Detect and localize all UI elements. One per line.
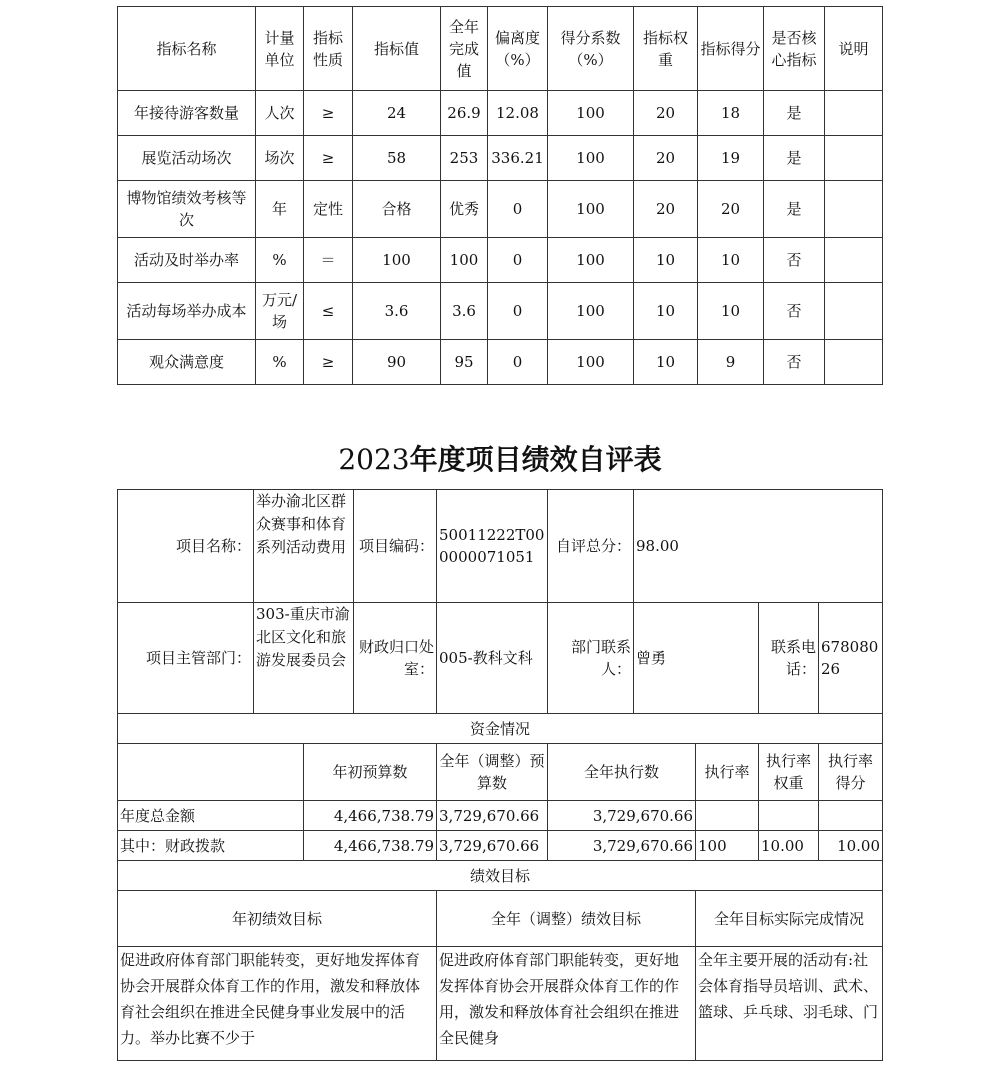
goals-header-row [118,891,883,947]
cell: 100 [548,340,634,385]
header-cell: 偏离度（%） [488,7,548,91]
funds-weight-cell [759,801,819,831]
cell: 100 [441,238,488,283]
header-cell: 指标权重 [634,7,698,91]
funds-section-row [118,714,883,744]
goals-section-label: 绩效目标 [118,861,883,891]
contact-value: 曾勇 [634,603,759,714]
table-row [118,340,883,385]
cell [825,283,883,340]
funds-adjusted-cell: 3,729,670.66 [437,801,548,831]
project-info-row [118,490,883,603]
cell: 12.08 [488,91,548,136]
cell: 3.6 [353,283,441,340]
finance-office-value: 005-教科文科 [437,603,548,714]
cell: 95 [441,340,488,385]
cell: 否 [764,340,825,385]
cell: 10 [634,238,698,283]
funds-header-cell: 全年（调整）预算数 [437,744,548,801]
indicator-table [117,6,883,385]
funds-header-cell: 执行率权重 [759,744,819,801]
table-row [118,181,883,238]
cell: 展览活动场次 [118,136,256,181]
department-row [118,603,883,714]
header-cell: 指标名称 [118,7,256,91]
funds-corner-cell [118,744,304,801]
funds-header-row [118,744,883,801]
department-value: 303-重庆市渝北区文化和旅游发展委员会 [254,603,354,714]
title-text: 年度项目绩效自评表 [409,443,662,476]
cell: 博物馆绩效考核等次 [118,181,256,238]
funds-weight-cell: 10.00 [759,831,819,861]
cell: ≤ [304,283,353,340]
goals-header-cell: 年初绩效目标 [118,891,437,947]
funds-score-cell: 10.00 [819,831,883,861]
header-cell: 指标性质 [304,7,353,91]
funds-header-cell: 全年执行数 [548,744,696,801]
goals-header-cell: 全年（调整）绩效目标 [437,891,696,947]
cell: 3.6 [441,283,488,340]
cell: 是 [764,91,825,136]
cell [825,238,883,283]
project-name-value: 举办渝北区群众赛事和体育系列活动费用 [254,490,354,603]
cell: 10 [634,340,698,385]
cell: 24 [353,91,441,136]
cell: 否 [764,238,825,283]
project-code-value: 50011222T000000071051 [437,490,548,603]
phone-value: 67808026 [819,603,883,714]
table-row [118,238,883,283]
header-cell: 说明 [825,7,883,91]
cell: 场次 [256,136,304,181]
funds-executed-cell: 3,729,670.66 [548,801,696,831]
cell: ≥ [304,340,353,385]
table-row [118,831,883,861]
table-row [118,801,883,831]
title-year: 2023 [338,443,410,476]
cell: ＝ [304,238,353,283]
adjusted-goal-text: 促进政府体育部门职能转变，更好地发挥体育协会开展群众体育工作的作用，激发和释放体育社会组织在推进全民健身 [437,947,696,1061]
funds-section-label: 资金情况 [118,714,883,744]
funds-header-cell: 执行率得分 [819,744,883,801]
indicator-header-row [118,7,883,91]
header-cell: 计量单位 [256,7,304,91]
cell [825,181,883,238]
cell [825,136,883,181]
page-title [0,438,1000,482]
cell: 26.9 [441,91,488,136]
cell: 20 [698,181,764,238]
cell: 253 [441,136,488,181]
cell: 100 [548,283,634,340]
funds-rate-cell [696,801,759,831]
cell: 10 [698,238,764,283]
contact-label: 部门联系人： [548,603,634,714]
cell: ≥ [304,91,353,136]
cell: 20 [634,181,698,238]
cell: 100 [353,238,441,283]
cell: 定性 [304,181,353,238]
actual-completion-text: 全年主要开展的活动有:社会体育指导员培训、武术、篮球、乒乓球、羽毛球、门 [696,947,883,1061]
cell: 58 [353,136,441,181]
table-row [118,136,883,181]
cell: 人次 [256,91,304,136]
funds-score-cell [819,801,883,831]
funds-row-label: 其中：财政拨款 [118,831,304,861]
project-name-label: 项目名称： [118,490,254,603]
cell: 合格 [353,181,441,238]
goals-content-row [118,947,883,1061]
cell: 100 [548,136,634,181]
cell: 万元/场 [256,283,304,340]
funds-adjusted-cell: 3,729,670.66 [437,831,548,861]
cell: 活动每场举办成本 [118,283,256,340]
cell: 100 [548,91,634,136]
cell: 0 [488,283,548,340]
funds-initial-cell: 4,466,738.79 [304,831,437,861]
cell: 是 [764,136,825,181]
header-cell: 指标得分 [698,7,764,91]
cell: 优秀 [441,181,488,238]
funds-initial-cell: 4,466,738.79 [304,801,437,831]
phone-label: 联系电话： [759,603,819,714]
cell: 336.21 [488,136,548,181]
cell: % [256,238,304,283]
self-score-value: 98.00 [634,490,883,603]
cell: 0 [488,340,548,385]
cell: 9 [698,340,764,385]
funds-rate-cell: 100 [696,831,759,861]
self-evaluation-table [117,489,883,1061]
self-score-label: 自评总分： [548,490,634,603]
funds-executed-cell: 3,729,670.66 [548,831,696,861]
cell: 19 [698,136,764,181]
goals-header-cell: 全年目标实际完成情况 [696,891,883,947]
funds-row-label: 年度总金额 [118,801,304,831]
funds-header-cell: 年初预算数 [304,744,437,801]
cell: ≥ [304,136,353,181]
cell: 100 [548,181,634,238]
cell: 年接待游客数量 [118,91,256,136]
funds-header-cell: 执行率 [696,744,759,801]
cell: 18 [698,91,764,136]
cell: 活动及时举办率 [118,238,256,283]
table-row [118,91,883,136]
cell: 10 [634,283,698,340]
table-row [118,283,883,340]
cell: 是 [764,181,825,238]
cell: 90 [353,340,441,385]
cell [825,340,883,385]
cell: 100 [548,238,634,283]
cell: 0 [488,181,548,238]
cell: 10 [698,283,764,340]
header-cell: 得分系数（%） [548,7,634,91]
header-cell: 指标值 [353,7,441,91]
cell: 0 [488,238,548,283]
cell: 观众满意度 [118,340,256,385]
initial-goal-text: 促进政府体育部门职能转变，更好地发挥体育协会开展群众体育工作的作用，激发和释放体育社会组织在推进全民健身事业发展中的活力。举办比赛不少于 [118,947,437,1061]
cell: % [256,340,304,385]
project-code-label: 项目编码： [354,490,437,603]
department-label: 项目主管部门： [118,603,254,714]
cell [825,91,883,136]
finance-office-label: 财政归口处室： [354,603,437,714]
header-cell: 是否核心指标 [764,7,825,91]
cell: 20 [634,136,698,181]
cell: 20 [634,91,698,136]
cell: 否 [764,283,825,340]
header-cell: 全年完成值 [441,7,488,91]
goals-section-row [118,861,883,891]
cell: 年 [256,181,304,238]
